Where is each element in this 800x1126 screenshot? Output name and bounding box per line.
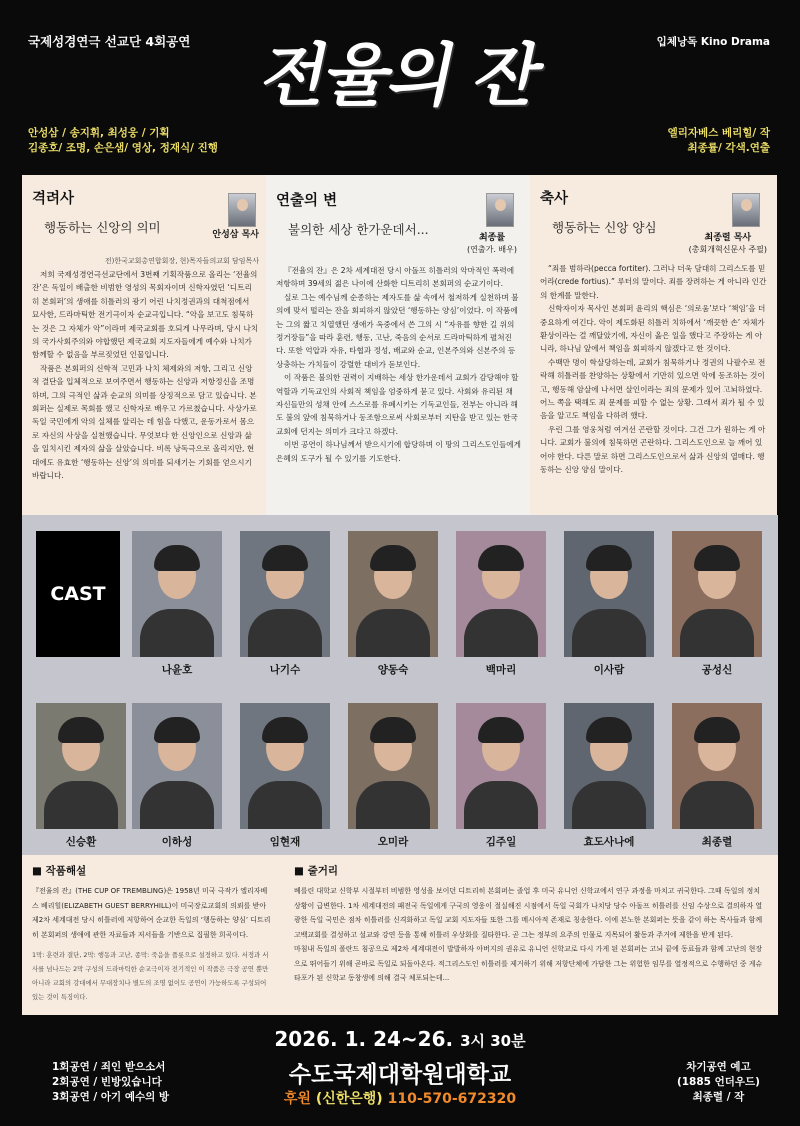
commentary-text: 『전율의 잔』(THE CUP OF TREMBLING)은 1958년 미국 극작가 엘리자베스 베리힐(ELIZABETH GUEST BERRYHILL)이 미국장로교회의 의뢰를 받아 제2차 세계대전 당시 히틀러에 저항하여 순교한 독일의 ‘행동하는 양심’ 디트리히 본회퍼의 생애에 관한 자료들과 저서들을 기반으로 집필한 희곡이다. <box>32 887 271 939</box>
portrait-hair <box>58 717 104 743</box>
genre-label: 입체낭독 Kino Drama <box>656 36 770 48</box>
venue: 수도국제대학원대학교 <box>288 1062 512 1088</box>
portrait-hair <box>154 545 200 571</box>
signer-block <box>467 233 517 256</box>
next-item: 최종렬 / 작 <box>692 1091 745 1103</box>
section-heading: ■ 작품해설 <box>32 865 87 877</box>
synopsis-text: 마침내 독일의 폴란드 침공으로 제2차 세계대전이 발발하자 아버지의 권유로 유니언 신학교로 다시 가게 된 본회퍼는 고뇌 끝에 동료들과 함께 고난의 현장으로 뛰어들기 위해 곧바로 독일로 되돌아온다. 적그리스도인 히틀러를 제거하기 위해 저항단체에 가담한 그는 위험한 임무를 열정적으로 수행하던 중 게슈타포가 된 신학교 동창생에 의해 결국 체포되는데... <box>294 945 763 982</box>
cast-photo <box>240 703 330 829</box>
staff-line: 김종호/ 조명, 손은샘/ 영상, 정재식/ 진행 <box>28 142 218 154</box>
portrait-shoulders <box>356 609 430 657</box>
next-item: 차기공연 예고 <box>686 1061 751 1073</box>
cast-photo <box>132 703 222 829</box>
section-heading: 격려사 <box>32 191 75 207</box>
paragraph: 이 작품은 불의한 권력이 지배하는 세상 한가운데서 교회가 감당해야 할 역할과 기독교인의 사회적 책임을 엄중하게 묻고 있다. 사회와 유리된 채 자신들만의 성채 안에 스스로를 유폐시키는 기독교인들, 전부는 아니라 해도 불의 앞에 침묵하거나 동조함으로써 사회로부터 지탄을 받고 있는 한국 교회에 던지는 의미가 크다고 하겠다. <box>276 373 519 436</box>
portrait-hair <box>478 545 524 571</box>
author-photo <box>732 193 760 227</box>
signer-name: 안성삼 목사 <box>212 230 259 240</box>
section-subtitle: 행동하는 신앙 양심 <box>552 220 657 235</box>
paragraph: “죄를 범하라(pecca fortiter). 그러나 더욱 담대히 그리스도를 믿어라(crede fortius).” 루터의 말이다. 죄를 장려하는 게 아니라 인간의 한계를 말한다. <box>540 264 767 300</box>
previous-item: 2회공연 / 빈방있습니다 <box>52 1076 162 1088</box>
section-body <box>276 264 521 465</box>
section-subtitle: 행동하는 신앙의 의미 <box>44 220 161 235</box>
cast-name: 효도사나에 <box>583 836 635 848</box>
cast-name: 이사람 <box>593 664 625 676</box>
signer-name: 최종률 <box>478 233 506 243</box>
previous-item: 3회공연 / 아기 예수의 방 <box>52 1091 170 1103</box>
next-item: (1885 언더우드) <box>676 1076 760 1088</box>
author-line: 최종률/ 각색.연출 <box>687 142 770 154</box>
cast-photo <box>456 703 546 829</box>
poster-header <box>0 0 800 172</box>
section-body <box>540 262 767 477</box>
portrait-hair <box>262 545 308 571</box>
cast-photo <box>672 703 762 829</box>
cast-name: 양동숙 <box>377 664 409 676</box>
portrait-hair <box>586 545 632 571</box>
cast-name: 백마리 <box>485 664 517 676</box>
portrait-hair <box>370 545 416 571</box>
performance-date <box>0 1027 800 1051</box>
next-performance <box>677 1060 760 1105</box>
portrait-hair <box>370 717 416 743</box>
portrait-shoulders <box>248 609 322 657</box>
paragraph: 작품은 본회퍼의 신학적 고민과 나치 체제와의 저항, 그리고 신앙적 결단을 입체적으로 보여주면서 행동하는 신앙과 저항정신을 조명하며, 그의 극적인 삶과 순교의 의미를 상징적으로 담고 있습니다. 본회퍼는 실제로 목회를 했고 신학자로 배우고 가르쳤습니다. 사상가로 독일 국민에게 악의 실체를 알리는 데 힘을 다했고, 운동가로서 몸으로 자신의 사상을 실천했습니다. 무엇보다 한 신앙인으로 신앙과 삶을 일치시킨 제자의 삶을 살았습니다. 비록 낭독극으로 올리지만, 현대에도 유효한 ‘행동하는 신앙’의 의미를 되새기는 기회를 얻으시기 바랍니다. <box>32 363 257 481</box>
cast-photo <box>456 531 546 657</box>
cast-photo <box>672 531 762 657</box>
commentary-footnote: 1막: 훈련과 결단, 2막: 행동과 고난, 종막: 죽음을 플롯으로 설정하고 있다. 서정과 서사를 넘나드는 2막 구성의 드라마틱한 순교극이자 전기적인 이 작품은 극장 공연 뿐만 아니라 교회의 강대에서 무대장치나 별도의 조명 없이도 공연이 가능하도록 구성되어 있는 것이 특징이다. <box>32 951 269 1001</box>
director-section <box>266 175 531 515</box>
portrait-shoulders <box>140 781 214 829</box>
cast-name: 나기수 <box>269 664 301 676</box>
portrait-hair <box>694 545 740 571</box>
cast-photo <box>348 531 438 657</box>
section-subtitle: 불의한 세상 한가운데서... <box>288 222 429 237</box>
sponsor-bank: (신한은행) <box>315 1091 383 1107</box>
section-body <box>32 268 259 483</box>
portrait-shoulders <box>44 781 118 829</box>
portrait-shoulders <box>680 609 754 657</box>
cast-photo <box>240 531 330 657</box>
portrait-hair <box>586 717 632 743</box>
portrait-shoulders <box>680 781 754 829</box>
section-heading: ■ 줄거리 <box>294 865 339 877</box>
cast-name: 이하성 <box>161 836 193 848</box>
portrait-shoulders <box>572 609 646 657</box>
previous-item: 1회공연 / 죄인 받으소서 <box>52 1061 166 1073</box>
cast-name: 신승환 <box>65 836 97 848</box>
author-line: 엘리자베스 베리힐/ 작 <box>667 127 770 139</box>
sponsor-label: 후원 <box>283 1091 311 1107</box>
paragraph: 저희 국제성경연극선교단에서 3번째 기획작품으로 올리는 ‘전율의 잔’은 독일이 배출한 비범한 영성의 목회자이며 신학자였던 ‘디트리히 본회퍼’의 생애를 히틀러의 광기 어린 나치정권과의 대척점에서 묘사한, 드라마틱한 전기극이자 순교극입니다. “악을 보고도 침묵하는 것은 그 자체가 악”이라며 제국교회를 호되게 나무라며, 당시 나치의 국가사회주의와 야합했던 제국교회 지도자들에게 예수와 나치가 함께할 수 없음을 부르짖었던 인물입니다. <box>32 270 259 360</box>
cast-section <box>22 515 778 855</box>
cast-photo <box>348 703 438 829</box>
portrait-hair <box>478 717 524 743</box>
commentary-section <box>22 855 284 1015</box>
portrait-shoulders <box>572 781 646 829</box>
portrait-shoulders <box>248 781 322 829</box>
portrait-shoulders <box>356 781 430 829</box>
cast-label: CAST <box>36 531 120 657</box>
synopsis-text: 베를린 대학교 신학부 시절부터 비범한 영성을 보이던 디트리히 본회퍼는 졸업 후 미국 유니언 신학교에서 연구 과정을 마치고 귀국한다. 그때 독일의 정치 상황이 급변한다. 1차 세계대전의 패전국 독일에게 구국의 영웅이 절실해진 시점에서 독일 국회가 나치당 당수 아돌프 히틀러를 신임 수상으로 결의하자 열광한 독일 국민은 점차 히틀러를 신격화하고 독일 교회 지도자들 또한 그를 메시아적 존재로 칭송한다. 이에 본노한 본회퍼는 뜻을 같이 하는 목사들과 함께 고백교회를 결성하고 설교와 강연 등을 통해 히틀러 우상화를 질타한다. 곧 그는 정부의 요주의 인물로 지목되어 활동과 주거에 제한을 받게 된다. <box>294 887 763 939</box>
signer-title: 전)한국교회총연합회장, 현)목자들의교회 담임목사 <box>104 257 259 265</box>
author-credits <box>668 126 770 156</box>
org-name: 국제성경연극 선교단 4회공연 <box>28 34 191 49</box>
signer-title: (연출가. 배우) <box>467 245 517 254</box>
cast-photo <box>564 531 654 657</box>
previous-performances <box>52 1060 169 1105</box>
portrait-shoulders <box>464 781 538 829</box>
cast-name: 최종렬 <box>701 836 733 848</box>
section-heading: 연출의 변 <box>276 193 338 209</box>
cast-name: 공성신 <box>701 664 733 676</box>
portrait-hair <box>154 717 200 743</box>
account-number: 110-570-672320 <box>387 1091 517 1107</box>
signer-title: (총회개혁신문사 주필) <box>688 245 767 254</box>
time: 3시 30분 <box>460 1032 526 1050</box>
paragraph: 신학자이자 목사인 본회퍼 윤리의 핵심은 ‘의로움’보다 ‘책임’을 더 중요하게 여긴다. 악이 제도화된 히틀러 치하에서 ‘깨끗한 손’ 자체가 환상이라는 걸 깨달았기에, 자신이 옳은 일을 했다고 주장하는 게 아니라, 하나님 앞에서 책임을 회피하지 않겠다고 한 것이다. <box>540 304 766 354</box>
paragraph: 실로 그는 예수님께 순종하는 제자도를 삶 속에서 철저하게 실천하며 불의에 맞서 떨리는 잔을 회피하지 않았던 ‘행동하는 양심’이었다. 이 작품에는 그의 짧고 치열했던 생애가 옥중에서 쓴 그의 시 “자유를 향한 길 위의 정거장들”을 따라 훈련, 행동, 고난, 죽음의 순서로 드라마틱하게 펼쳐진다. 또한 억압과 자유, 타협과 정성, 배교와 순교, 인본주의와 신본주의 등 상충하는 가치들이 강렬한 대비가 돋보인다. <box>276 292 519 369</box>
cast-name: 임현재 <box>269 836 301 848</box>
staff-credits <box>28 126 218 156</box>
paragraph: 수백만 명이 학살당하는데, 교회가 침묵하거나 정권의 나팔수로 전락해 히틀러를 찬양하는 상황에서 기만히 있으면 악에 동조하는 것이고, 행동해 암살에 나서면 살인이라는 죄의 문제가 있어 고뇌하였다. 어느 쪽을 택해도 죄 문제를 피할 수 없는 상황. 그래서 죄가 될 수 있음을 알고도 책임을 다하려 했다. <box>540 357 766 421</box>
portrait-shoulders <box>140 609 214 657</box>
author-photo <box>228 193 256 227</box>
author-photo <box>486 193 514 227</box>
cast-photo <box>564 703 654 829</box>
cast-name: 김주일 <box>485 836 517 848</box>
play-title: 전율의 잔 <box>254 36 548 116</box>
synopsis-section <box>284 855 778 1015</box>
paragraph: 우린 그를 영웅처럼 여겨선 곤란할 것이다. 그건 그가 원하는 게 아니다. 교회가 불의에 침묵하면 곤란하다. 그리스도인으로 늘 깨어 있어야 한다. 다른 말로 하면 그리스도인으로서 삶과 신앙의 열매다. 행동하는 신앙 양심 말이다. <box>540 424 766 475</box>
signer-name: 최종렬 목사 <box>704 233 752 243</box>
cast-name: 나윤호 <box>161 664 193 676</box>
signer-block <box>689 233 767 256</box>
encouragement-section <box>22 175 269 515</box>
cast-photo <box>132 531 222 657</box>
portrait-shoulders <box>464 609 538 657</box>
congrats-section <box>530 175 777 515</box>
portrait-hair <box>694 717 740 743</box>
paragraph: 이번 공연이 하나님께서 받으시기에 합당하며 이 땅의 그리스도인들에게 은혜의 도구가 될 수 있기를 기도한다. <box>276 440 521 463</box>
portrait-hair <box>262 717 308 743</box>
section-heading: 축사 <box>540 191 569 207</box>
cast-photo <box>36 703 126 829</box>
cast-name: 오미라 <box>377 836 409 848</box>
date-range: 2026. 1. 24~26. <box>274 1027 454 1051</box>
staff-line: 안성삼 / 송지휘, 최성웅 / 기획 <box>28 127 170 139</box>
paragraph: 『전율의 잔』은 2차 세계대전 당시 아돌프 히틀러의 악마적인 폭력에 저항하며 39세의 젊은 나이에 산화한 디트리히 본회퍼의 순교기이다. <box>276 266 515 289</box>
